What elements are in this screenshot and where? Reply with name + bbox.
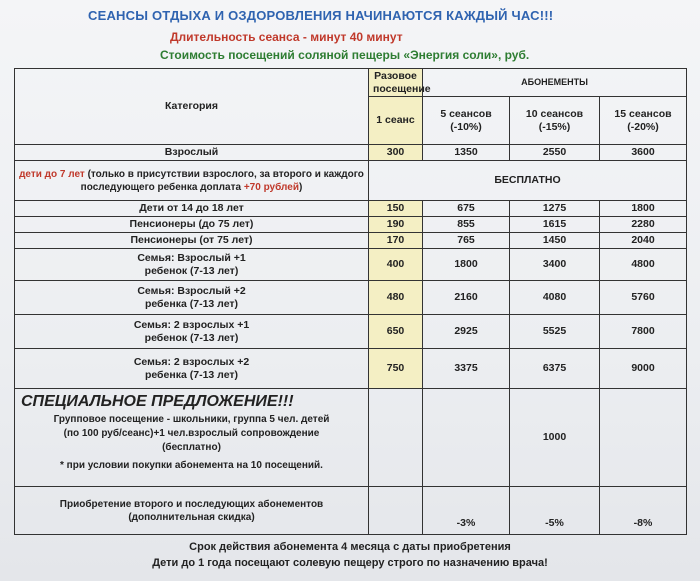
cell-10: 3400 bbox=[510, 249, 600, 281]
cell-10: 6375 bbox=[510, 349, 600, 389]
kids-condition-end: ) bbox=[298, 181, 303, 193]
table-header-row bbox=[15, 69, 687, 97]
cell-15: 4800 bbox=[600, 249, 687, 281]
header-10-sessions: 10 сеансов (-15%) bbox=[510, 97, 600, 145]
special-offer-empty bbox=[423, 389, 510, 487]
header-subscriptions: АБОНЕМЕНТЫ bbox=[423, 69, 687, 97]
kids-condition: (только в присутствии взрослого, за второго и каждого последующего ребенка доплата bbox=[80, 168, 364, 193]
cell-5: 765 bbox=[423, 233, 510, 249]
kids-extra-fee: +70 рублей bbox=[243, 181, 299, 193]
special-offer-text: Групповое посещение - школьники, группа 5 чел. детей (по 100 руб/сеанс)+1 чел.взрослый сопровождение (бесплатно) bbox=[53, 414, 330, 453]
table-row bbox=[15, 217, 687, 233]
header-5-sessions: 5 сеансов (-10%) bbox=[423, 97, 510, 145]
cell-5: 3375 bbox=[423, 349, 510, 389]
cell-15: 3600 bbox=[600, 145, 687, 161]
cell-10: 4080 bbox=[510, 281, 600, 315]
cell-5: 855 bbox=[423, 217, 510, 233]
cell-single: 750 bbox=[369, 349, 423, 389]
kids-age-label: дети до 7 лет bbox=[19, 168, 85, 180]
header-15-sessions: 15 сеансов (-20%) bbox=[600, 97, 687, 145]
special-offer-title: СПЕЦИАЛЬНОЕ ПРЕДЛОЖЕНИЕ!!! bbox=[21, 393, 294, 410]
cell-15: 1800 bbox=[600, 201, 687, 217]
cell-10: 5525 bbox=[510, 315, 600, 349]
table-row bbox=[15, 201, 687, 217]
cell-15: 5760 bbox=[600, 281, 687, 315]
cell-single: 190 bbox=[369, 217, 423, 233]
cell-single: 170 bbox=[369, 233, 423, 249]
row-label: Семья: Взрослый +2 ребенка (7-13 лет) bbox=[15, 281, 369, 315]
row-label: Пенсионеры (от 75 лет) bbox=[15, 233, 369, 249]
table-row bbox=[15, 233, 687, 249]
cell-single: 400 bbox=[369, 249, 423, 281]
cell-15: 9000 bbox=[600, 349, 687, 389]
page-title: СЕАНСЫ ОТДЫХА И ОЗДОРОВЛЕНИЯ НАЧИНАЮТСЯ КАЖДЫЙ ЧАС!!! bbox=[88, 8, 554, 23]
discount-15: -8% bbox=[600, 487, 687, 535]
special-offer-row bbox=[15, 389, 687, 487]
cell-15: 2040 bbox=[600, 233, 687, 249]
cell-5: 2925 bbox=[423, 315, 510, 349]
cell-single: 480 bbox=[369, 281, 423, 315]
table-row bbox=[15, 145, 687, 161]
cell-15: 7800 bbox=[600, 315, 687, 349]
cell-single: 650 bbox=[369, 315, 423, 349]
row-label: Семья: 2 взрослых +1 ребенок (7-13 лет) bbox=[15, 315, 369, 349]
cell-10: 2550 bbox=[510, 145, 600, 161]
cell-single: 150 bbox=[369, 201, 423, 217]
discount-empty bbox=[369, 487, 423, 535]
special-offer-cell bbox=[15, 389, 369, 487]
special-offer-price: 1000 bbox=[510, 389, 600, 487]
table-row bbox=[15, 349, 687, 389]
row-label: Семья: 2 взрослых +2 ребенка (7-13 лет) bbox=[15, 349, 369, 389]
table-row bbox=[15, 281, 687, 315]
header-category: Категория bbox=[15, 69, 369, 145]
price-subtitle: Стоимость посещений соляной пещеры «Энергия соли», руб. bbox=[160, 48, 530, 62]
cell-5: 1350 bbox=[423, 145, 510, 161]
session-duration: Длительность сеанса - минут 40 минут bbox=[170, 30, 403, 44]
kids-free-value: БЕСПЛАТНО bbox=[369, 161, 687, 201]
discount-10: -5% bbox=[510, 487, 600, 535]
special-offer-empty bbox=[600, 389, 687, 487]
special-offer-empty bbox=[369, 389, 423, 487]
footer-infants: Дети до 1 года посещают солевую пещеру строго по назначению врача! bbox=[152, 557, 548, 569]
cell-15: 2280 bbox=[600, 217, 687, 233]
cell-10: 1615 bbox=[510, 217, 600, 233]
cell-5: 675 bbox=[423, 201, 510, 217]
cell-5: 2160 bbox=[423, 281, 510, 315]
row-label: Взрослый bbox=[15, 145, 369, 161]
cell-10: 1275 bbox=[510, 201, 600, 217]
cell-single: 300 bbox=[369, 145, 423, 161]
discount-5: -3% bbox=[423, 487, 510, 535]
cell-10: 1450 bbox=[510, 233, 600, 249]
discount-row bbox=[15, 487, 687, 535]
header-one-session: 1 сеанс bbox=[369, 97, 423, 145]
table-row bbox=[15, 249, 687, 281]
header-single-visit: Разовое посещение bbox=[369, 69, 423, 97]
table-row-kids-under-7 bbox=[15, 161, 687, 201]
row-label: Пенсионеры (до 75 лет) bbox=[15, 217, 369, 233]
discount-label: Приобретение второго и последующих абонементов (дополнительная скидка) bbox=[15, 487, 369, 535]
footer-validity: Срок действия абонемента 4 месяца с даты приобретения bbox=[189, 541, 511, 553]
special-offer-note: * при условии покупки абонемента на 10 посещений. bbox=[60, 460, 323, 471]
row-label-kids bbox=[15, 161, 369, 201]
row-label: Семья: Взрослый +1 ребенок (7-13 лет) bbox=[15, 249, 369, 281]
cell-5: 1800 bbox=[423, 249, 510, 281]
table-row bbox=[15, 315, 687, 349]
price-table bbox=[14, 68, 687, 535]
row-label: Дети от 14 до 18 лет bbox=[15, 201, 369, 217]
